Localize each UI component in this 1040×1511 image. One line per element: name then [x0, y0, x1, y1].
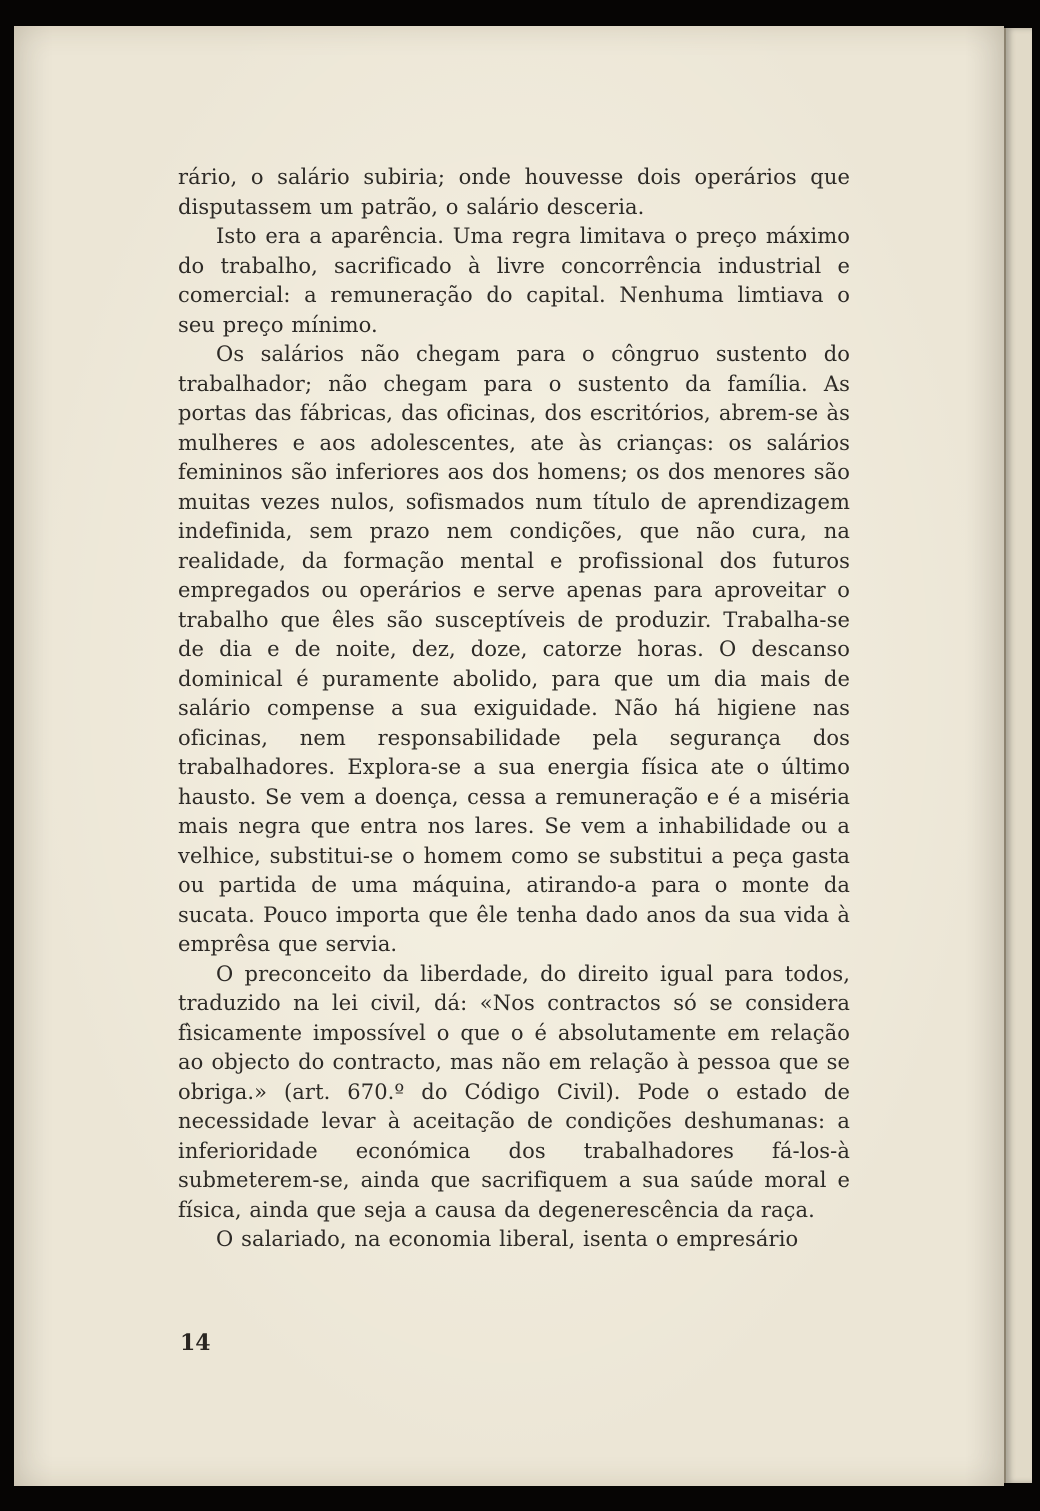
- paragraph: Isto era a aparência. Uma regra limitava o preço máximo do trabalho, sacrificado à livre concorrência industrial e comercial: a remuneração do capital. Nenhuma limtiava o seu preço mínimo.: [178, 224, 850, 337]
- paragraph: O salariado, na economia liberal, isenta o empresário: [216, 1227, 799, 1251]
- paragraph: O preconceito da liberdade, do direito igual para todos, traduzido na lei civil, dá: «Nos contractos só se considera fìsicamente impossível o que o é absolutamente em relação ao objecto do contracto, mas não em relação à pessoa que se obriga.» (art. 670.º do Código Civil). Pode o estado de necessidade levar à aceitação de condições deshumanas: a inferioridade económica dos trabalhadores fá-los-à submeterem-se, ainda que sacrifiquem a sua saúde moral e física, ainda que seja a causa da degenerescência da raça.: [178, 961, 850, 1222]
- paragraph: Os salários não chegam para o côngruo sustento do trabalhador; não chegam para o sustento da família. As portas das fábricas, das oficinas, dos escritórios, abrem-se às mulheres e aos adolescentes, ate às crianças: os salários femininos são inferiores aos dos homens; os dos menores são muitas vezes nulos, sofismados num título de aprendizagem indefinida, sem prazo nem condições, que não cura, na realidade, da formação mental e profissional dos futuros empregados ou operários e serve apenas para aproveitar o trabalho que êles são susceptíveis de produzir. Trabalha-se de dia e de noite, dez, doze, catorze horas. O descanso dominical é puramente abolido, para que um dia mais de salário compense a sua exiguidade. Não há higiene nas oficinas, nem responsabilidade pela segurança dos trabalhadores. Explora-se a sua energia física ate o último hausto. Se vem a doença, cessa a remuneração e é a miséria mais negra que entra nos lares. Se vem a inhabilidade ou a velhice, substitui-se o homem como se substitui a peça gasta ou partida de uma máquina, atirando-a para o monte da sucata. Pouco importa que êle tenha dado anos da sua vida à emprêsa que servia.: [178, 342, 850, 956]
- page-number: 14: [180, 1330, 211, 1356]
- paragraph-continued: rário, o salário subiria; onde houvesse dois operários que disputassem um patrão, o salário desceria.: [178, 165, 850, 219]
- adjacent-page-edge: [1004, 28, 1032, 1483]
- body-text: [178, 163, 850, 1255]
